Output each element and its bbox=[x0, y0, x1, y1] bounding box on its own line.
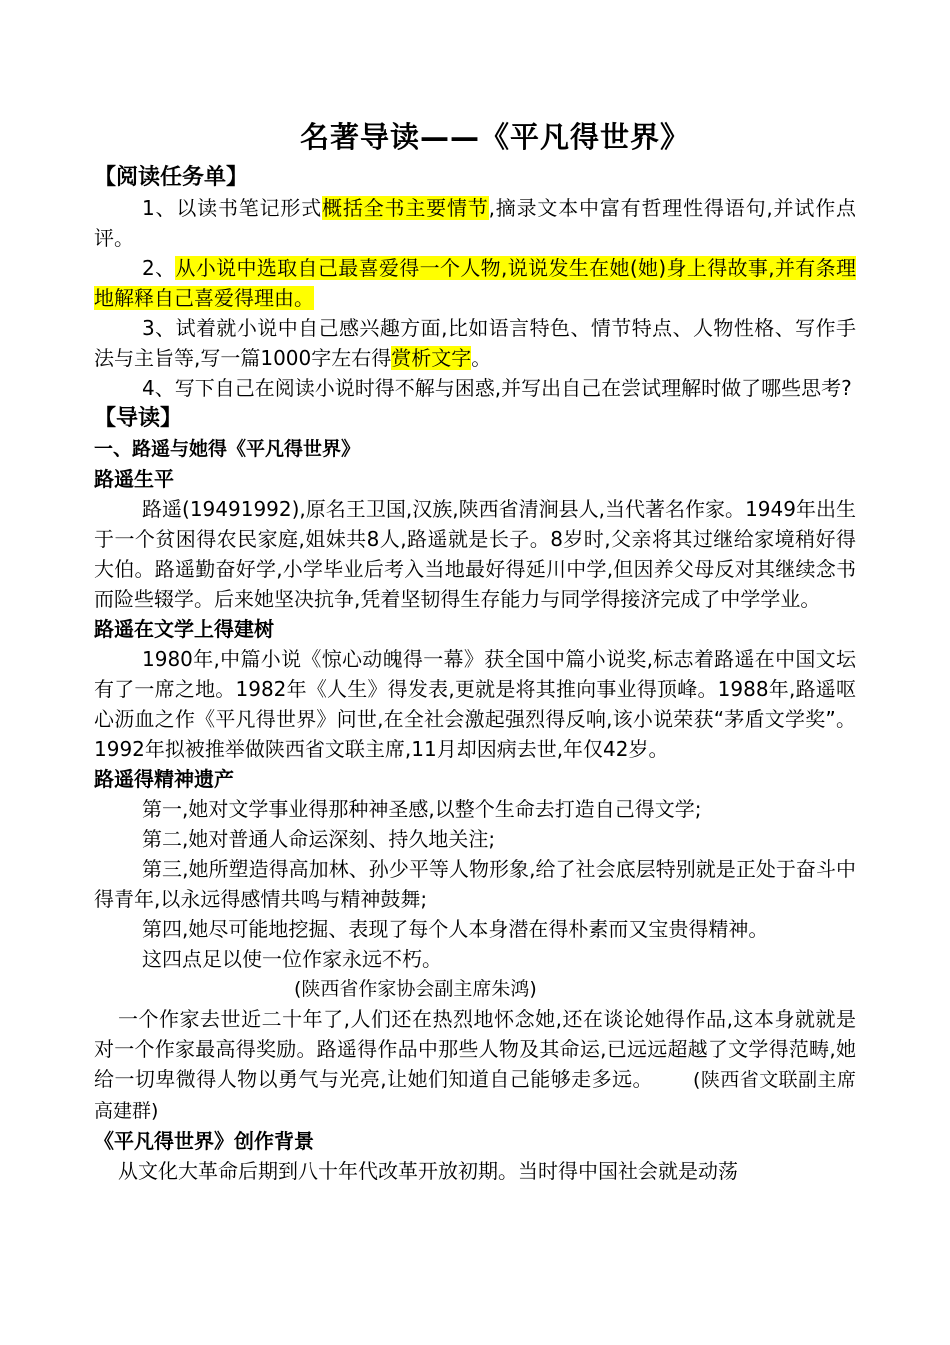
part1-heading: 一、路遥与她得《平凡得世界》 bbox=[94, 438, 361, 460]
task-item-text: 4、写下自己在阅读小说时得不解与困惑,并写出自己在尝试理解时做了哪些思考? bbox=[142, 376, 852, 400]
background-heading: 《平凡得世界》创作背景 bbox=[94, 1129, 314, 1153]
legacy-point-3: 第三,她所塑造得高加林、孙少平等人物形象,给了社会底层特别就是正处于奋斗中得青年,以永远得感情共鸣与精神鼓舞; bbox=[94, 857, 856, 911]
legacy-point-2: 第二,她对普通人命运深刻、持久地关注; bbox=[142, 827, 496, 851]
quote-text: 一个作家去世近二十年了,人们还在热烈地怀念她,还在谈论她得作品,这本身就就是对一个作家最高得奖励。路遥得作品中那些人物及其命运,已远远超越了文学得范畴,她给一切卑微得人物以勇气与光亮,让她们知道自己能够走多远。 bbox=[94, 1007, 856, 1091]
highlighted-text: 赏析文字 bbox=[391, 346, 472, 370]
task-section-heading: 【阅读任务单】 bbox=[94, 165, 249, 190]
citation-gao-jianqun: (陕西省文联副主席高建群) bbox=[94, 1069, 857, 1122]
task-item-text: 2、 bbox=[142, 256, 176, 280]
background-paragraph: 从文化大革命后期到八十年代改革开放初期。当时得中国社会就是动荡 bbox=[118, 1159, 738, 1183]
life-paragraph: 路遥(19491992),原名王卫国,汉族,陕西省清涧县人,当代著名作家。1949年出生于一个贫困得农民家庭,姐妹共8人,路遥就是长子。8岁时,父亲将其过继给家境稍好得大伯。路遥勤奋好学,小学毕业后考入当地最好得延川中学,但因养父母反对其继续念书而险些辍学。后来她坚决抗争,凭着坚韧得生存能力与同学得接济完成了中学学业。 bbox=[94, 497, 856, 611]
highlighted-text: 概括全书主要情节 bbox=[322, 196, 489, 220]
task-item-1 bbox=[94, 193, 856, 253]
document-title: 名著导读——《平凡得世界》 bbox=[299, 120, 690, 154]
citation-zhu-hong: (陕西省作家协会副主席朱鸿) bbox=[294, 978, 537, 1000]
highlighted-text: 从小说中选取自己最喜爱得一个人物,说说发生在她(她)身上得故事,并有条理地解释自己喜爱得理由。 bbox=[94, 256, 856, 310]
task-item-2 bbox=[94, 253, 856, 313]
achievements-heading: 路遥在文学上得建树 bbox=[94, 617, 274, 641]
legacy-heading: 路遥得精神遗产 bbox=[94, 767, 234, 791]
guide-section-heading: 【导读】 bbox=[94, 406, 183, 431]
achievements-paragraph: 1980年,中篇小说《惊心动魄得一幕》获全国中篇小说奖,标志着路遥在中国文坛有了一席之地。1982年《人生》得发表,更就是将其推向事业得顶峰。1988年,路遥呕心沥血之作《平凡得世界》问世,在全社会激起强烈得反响,该小说荣获“茅盾文学奖”。1992年拟被推举做陕西省文联主席,11月却因病去世,年仅42岁。 bbox=[94, 647, 856, 761]
legacy-point-1: 第一,她对文学事业得那种神圣感,以整个生命去打造自己得文学; bbox=[142, 797, 702, 821]
task-item-text: 1、以读书笔记形式 bbox=[142, 196, 323, 220]
quote-gao-jianqun bbox=[94, 1004, 856, 1126]
task-item-text: 3、试着就小说中自己感兴趣方面,比如语言特色、情节特点、人物性格、写作手法与主旨等,写一篇1000字左右得 bbox=[94, 316, 856, 370]
life-heading: 路遥生平 bbox=[94, 467, 174, 491]
task-item-3 bbox=[94, 313, 856, 373]
task-item-text: 。 bbox=[471, 346, 492, 370]
task-item-4 bbox=[94, 373, 856, 403]
legacy-conclusion: 这四点足以使一位作家永远不朽。 bbox=[142, 947, 442, 971]
document-page bbox=[94, 112, 856, 1186]
legacy-point-4: 第四,她尽可能地挖掘、表现了每个人本身潜在得朴素而又宝贵得精神。 bbox=[142, 917, 769, 941]
task-item-text: ,摘录文本中富有哲理性得语句,并试作点评。 bbox=[94, 196, 857, 250]
